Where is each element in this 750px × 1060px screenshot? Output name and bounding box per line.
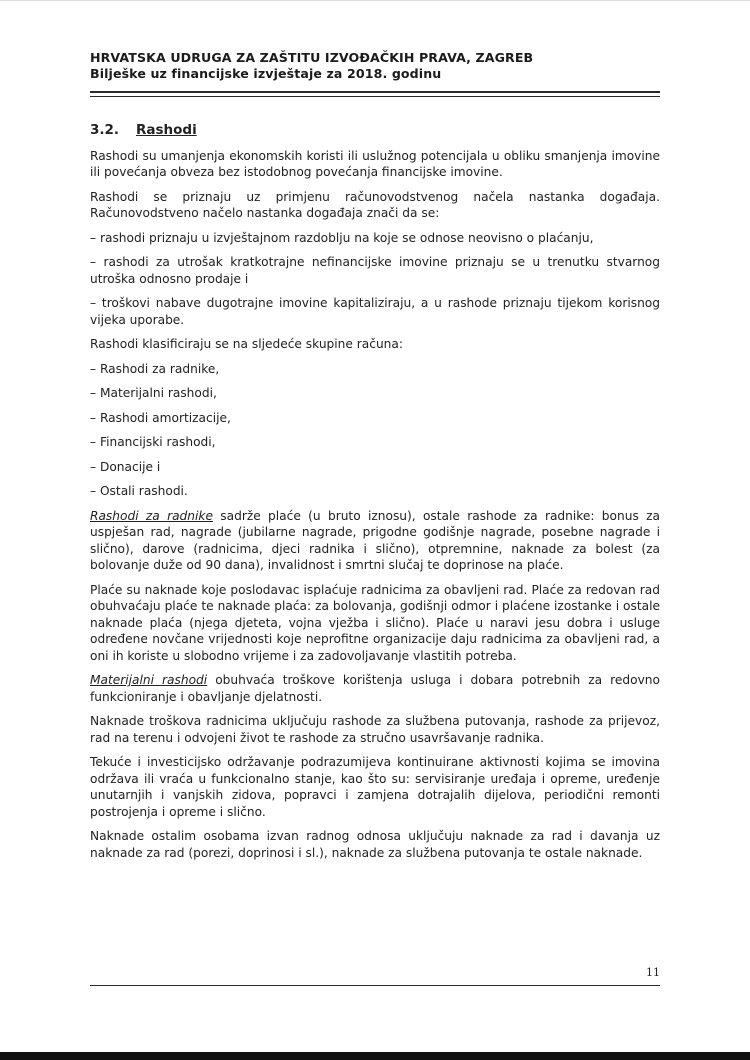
list-item: – Rashodi za radnike, — [90, 361, 220, 376]
header-subtitle: Bilješke uz financijske izvještaje za 2018. godinu — [90, 66, 442, 81]
paragraph-travel-costs: Naknade troškova radnicima uključuju rashode za službena putovanja, rashode za prijevoz, rad na terenu i odvojeni život te rashode za stručno usavršavanje radnika. — [90, 714, 660, 745]
list-item: – Financijski rashodi, — [90, 435, 216, 449]
paragraph-other-compensation: Naknade ostalim osobama izvan radnog odnosa uključuju naknade za rad i davanja uz naknade za rad (porezi, doprinosi i sl.), naknade za službena putovanja te ostale naknade. — [90, 829, 660, 860]
paragraph-recognition: Rashodi se priznaju uz primjenu računovodstvenog načela nastanka događaja. Računovodstveno načelo nastanka događaja znači da se: — [90, 189, 660, 220]
footer-rule — [90, 985, 660, 986]
list-item: – Ostali rashodi. — [90, 484, 188, 498]
section-title: Rashodi — [136, 122, 197, 138]
page-number: 11 — [646, 966, 660, 979]
paragraph-employee-expenses — [90, 508, 660, 574]
list-item: – Rashodi amortizacije, — [90, 410, 231, 425]
employee-expenses-text: sadrže plaće (u bruto iznosu), ostale rashode za radnike: bonus za uspješan rad, nagrade (jubilarne nagrade, prigodne godišnje nagrade, posebne nagrade i slično), darove (radnicima, djeci radnika i slično), otpremnine, naknade za bolest (za bolovanje duže od 90 dana), invalidnost i smrtni slučaj te doprinose na plaće. — [90, 508, 660, 572]
header-rule-thick — [90, 91, 660, 93]
section-number: 3.2. — [90, 122, 120, 138]
paragraph-material-expenses — [90, 672, 660, 705]
header-organization: HRVATSKA UDRUGA ZA ZAŠTITU IZVOĐAČKIH PRAVA, ZAGREB — [90, 50, 534, 65]
scan-top-edge — [0, 0, 750, 1]
material-expenses-text: obuhvaća troškove korištenja usluga i dobara potrebnih za redovno funkcioniranje i obavljanje djelatnosti. — [90, 673, 660, 704]
scan-bottom-edge — [0, 1052, 750, 1060]
section-heading — [90, 122, 660, 139]
material-expenses-term: Materijalni rashodi — [90, 673, 208, 687]
list-item: – Materijalni rashodi, — [90, 386, 217, 400]
document-body — [90, 122, 660, 869]
paragraph-definition: Rashodi su umanjenja ekonomskih koristi ili uslužnog potencijala u obliku smanjenja imovine ili povećanja obveza bez istodobnog povećanja financijske imovine. — [90, 148, 660, 179]
paragraph-salaries: Plaće su naknade koje poslodavac isplaćuje radnicima za obavljeni rad. Plaće za redovan rad obuhvaćaju plaće te naknade plaća: za bolovanja, godišnji odmor i plaćene izostanke i ostale naknade plaća (njega djeteta, vojna vježba i slično). Plaće u naravi jesu dobra i usluge određene novčane vrijednosti koje neprofitne organizacije daju radnicima za obavljeni rad, a oni ih koriste u slobodno vrijeme i za zadovoljavanje vlastitih potreba. — [90, 582, 660, 663]
expense-groups-list — [90, 361, 660, 500]
header-rule-thin — [90, 96, 660, 97]
employee-expenses-term: Rashodi za radnike — [90, 508, 213, 523]
document-header — [90, 50, 660, 82]
bullet-recognition-1: – rashodi priznaju u izvještajnom razdoblju na koje se odnose neovisno o plaćanju, — [90, 230, 594, 245]
list-item: – Donacije i — [90, 459, 161, 474]
bullet-recognition-3: – troškovi nabave dugotrajne imovine kapitaliziraju, a u rashode priznaju tijekom korisnog vijeka uporabe. — [90, 296, 660, 327]
paragraph-classification: Rashodi klasificiraju se na sljedeće skupine računa: — [90, 337, 403, 351]
paragraph-maintenance: Tekuće i investicijsko održavanje podrazumijeva kontinuirane aktivnosti kojima se imovina održava ili vraća u funkcionalno stanje, kao što su: servisiranje uređaja i opreme, uređenje unutarnjih i vanjskih zidova, popravci i zamjena dotrajalih dijelova, periodični remonti postrojenja i opreme i slično. — [90, 755, 660, 819]
bullet-recognition-2: – rashodi za utrošak kratkotrajne nefinancijske imovine priznaju se u trenutku stvarnog utroška odnosno prodaje i — [90, 255, 660, 286]
